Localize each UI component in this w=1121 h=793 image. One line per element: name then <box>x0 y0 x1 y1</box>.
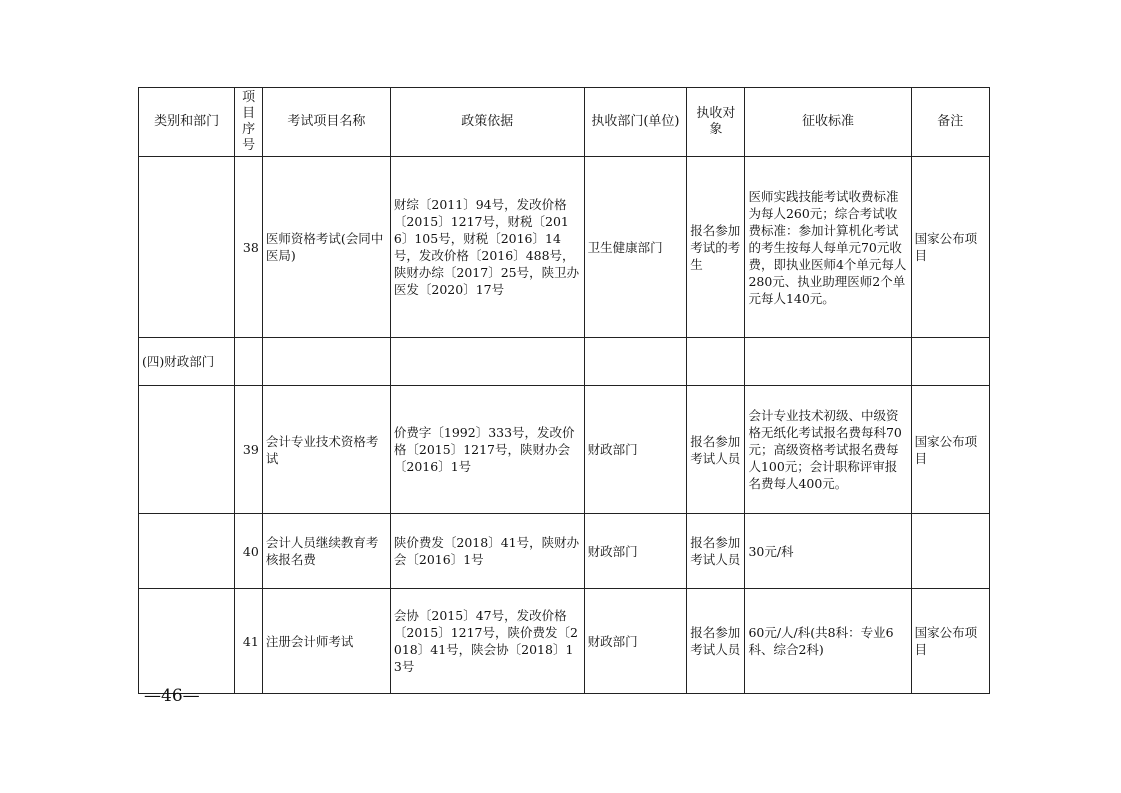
cell-number <box>235 338 263 386</box>
fee-table <box>138 87 990 694</box>
cell-note <box>911 338 989 386</box>
header-note: 备注 <box>911 88 989 157</box>
header-name: 考试项目名称 <box>262 88 390 157</box>
header-basis: 政策依据 <box>390 88 584 157</box>
header-number: 项目序号 <box>235 88 263 157</box>
header-category: 类别和部门 <box>139 88 235 157</box>
header-dept: 执收部门(单位) <box>584 88 687 157</box>
cell-basis: 价费字〔1992〕333号，发改价格〔2015〕1217号，陕财办会〔2016〕1号 <box>390 386 584 514</box>
cell-basis <box>390 338 584 386</box>
cell-target <box>687 338 745 386</box>
table-row <box>139 386 990 514</box>
table-row <box>139 514 990 589</box>
cell-name: 医师资格考试(会同中医局) <box>262 157 390 338</box>
cell-note: 国家公布项目 <box>911 157 989 338</box>
cell-dept <box>584 338 687 386</box>
page-number: —46— <box>144 686 200 706</box>
cell-standard: 60元/人/科(共8科：专业6科、综合2科) <box>745 589 911 694</box>
cell-dept: 卫生健康部门 <box>584 157 687 338</box>
cell-standard <box>745 338 911 386</box>
cell-target: 报名参加考试的考生 <box>687 157 745 338</box>
cell-note <box>911 514 989 589</box>
cell-target: 报名参加考试人员 <box>687 514 745 589</box>
header-target: 执收对象 <box>687 88 745 157</box>
cell-standard: 30元/科 <box>745 514 911 589</box>
cell-note: 国家公布项目 <box>911 589 989 694</box>
cell-basis: 财综〔2011〕94号，发改价格〔2015〕1217号，财税〔2016〕105号，财税〔2016〕14号，发改价格〔2016〕488号，陕财办综〔2017〕25号，陕卫办医发〔2020〕17号 <box>390 157 584 338</box>
cell-name: 会计人员继续教育考核报名费 <box>262 514 390 589</box>
cell-dept: 财政部门 <box>584 589 687 694</box>
cell-standard: 医师实践技能考试收费标准为每人260元；综合考试收费标准：参加计算机化考试的考生按每人每单元70元收费，即执业医师4个单元每人280元、执业助理医师2个单元每人140元。 <box>745 157 911 338</box>
cell-standard: 会计专业技术初级、中级资格无纸化考试报名费每科70元；高级资格考试报名费每人100元；会计职称评审报名费每人400元。 <box>745 386 911 514</box>
cell-number: 39 <box>235 386 263 514</box>
cell-dept: 财政部门 <box>584 386 687 514</box>
cell-category: (四)财政部门 <box>139 338 235 386</box>
cell-name: 注册会计师考试 <box>262 589 390 694</box>
cell-number: 40 <box>235 514 263 589</box>
cell-dept: 财政部门 <box>584 514 687 589</box>
cell-target: 报名参加考试人员 <box>687 589 745 694</box>
cell-name: 会计专业技术资格考试 <box>262 386 390 514</box>
cell-number: 38 <box>235 157 263 338</box>
category-row <box>139 338 990 386</box>
table-row <box>139 157 990 338</box>
table-row <box>139 589 990 694</box>
cell-note: 国家公布项目 <box>911 386 989 514</box>
cell-category <box>139 589 235 694</box>
cell-basis: 陕价费发〔2018〕41号，陕财办会〔2016〕1号 <box>390 514 584 589</box>
cell-basis: 会协〔2015〕47号，发改价格〔2015〕1217号，陕价费发〔2018〕41号，陕会协〔2018〕13号 <box>390 589 584 694</box>
header-standard: 征收标准 <box>745 88 911 157</box>
cell-number: 41 <box>235 589 263 694</box>
cell-name <box>262 338 390 386</box>
cell-category <box>139 157 235 338</box>
cell-category <box>139 386 235 514</box>
table-header-row <box>139 88 990 157</box>
cell-target: 报名参加考试人员 <box>687 386 745 514</box>
cell-category <box>139 514 235 589</box>
